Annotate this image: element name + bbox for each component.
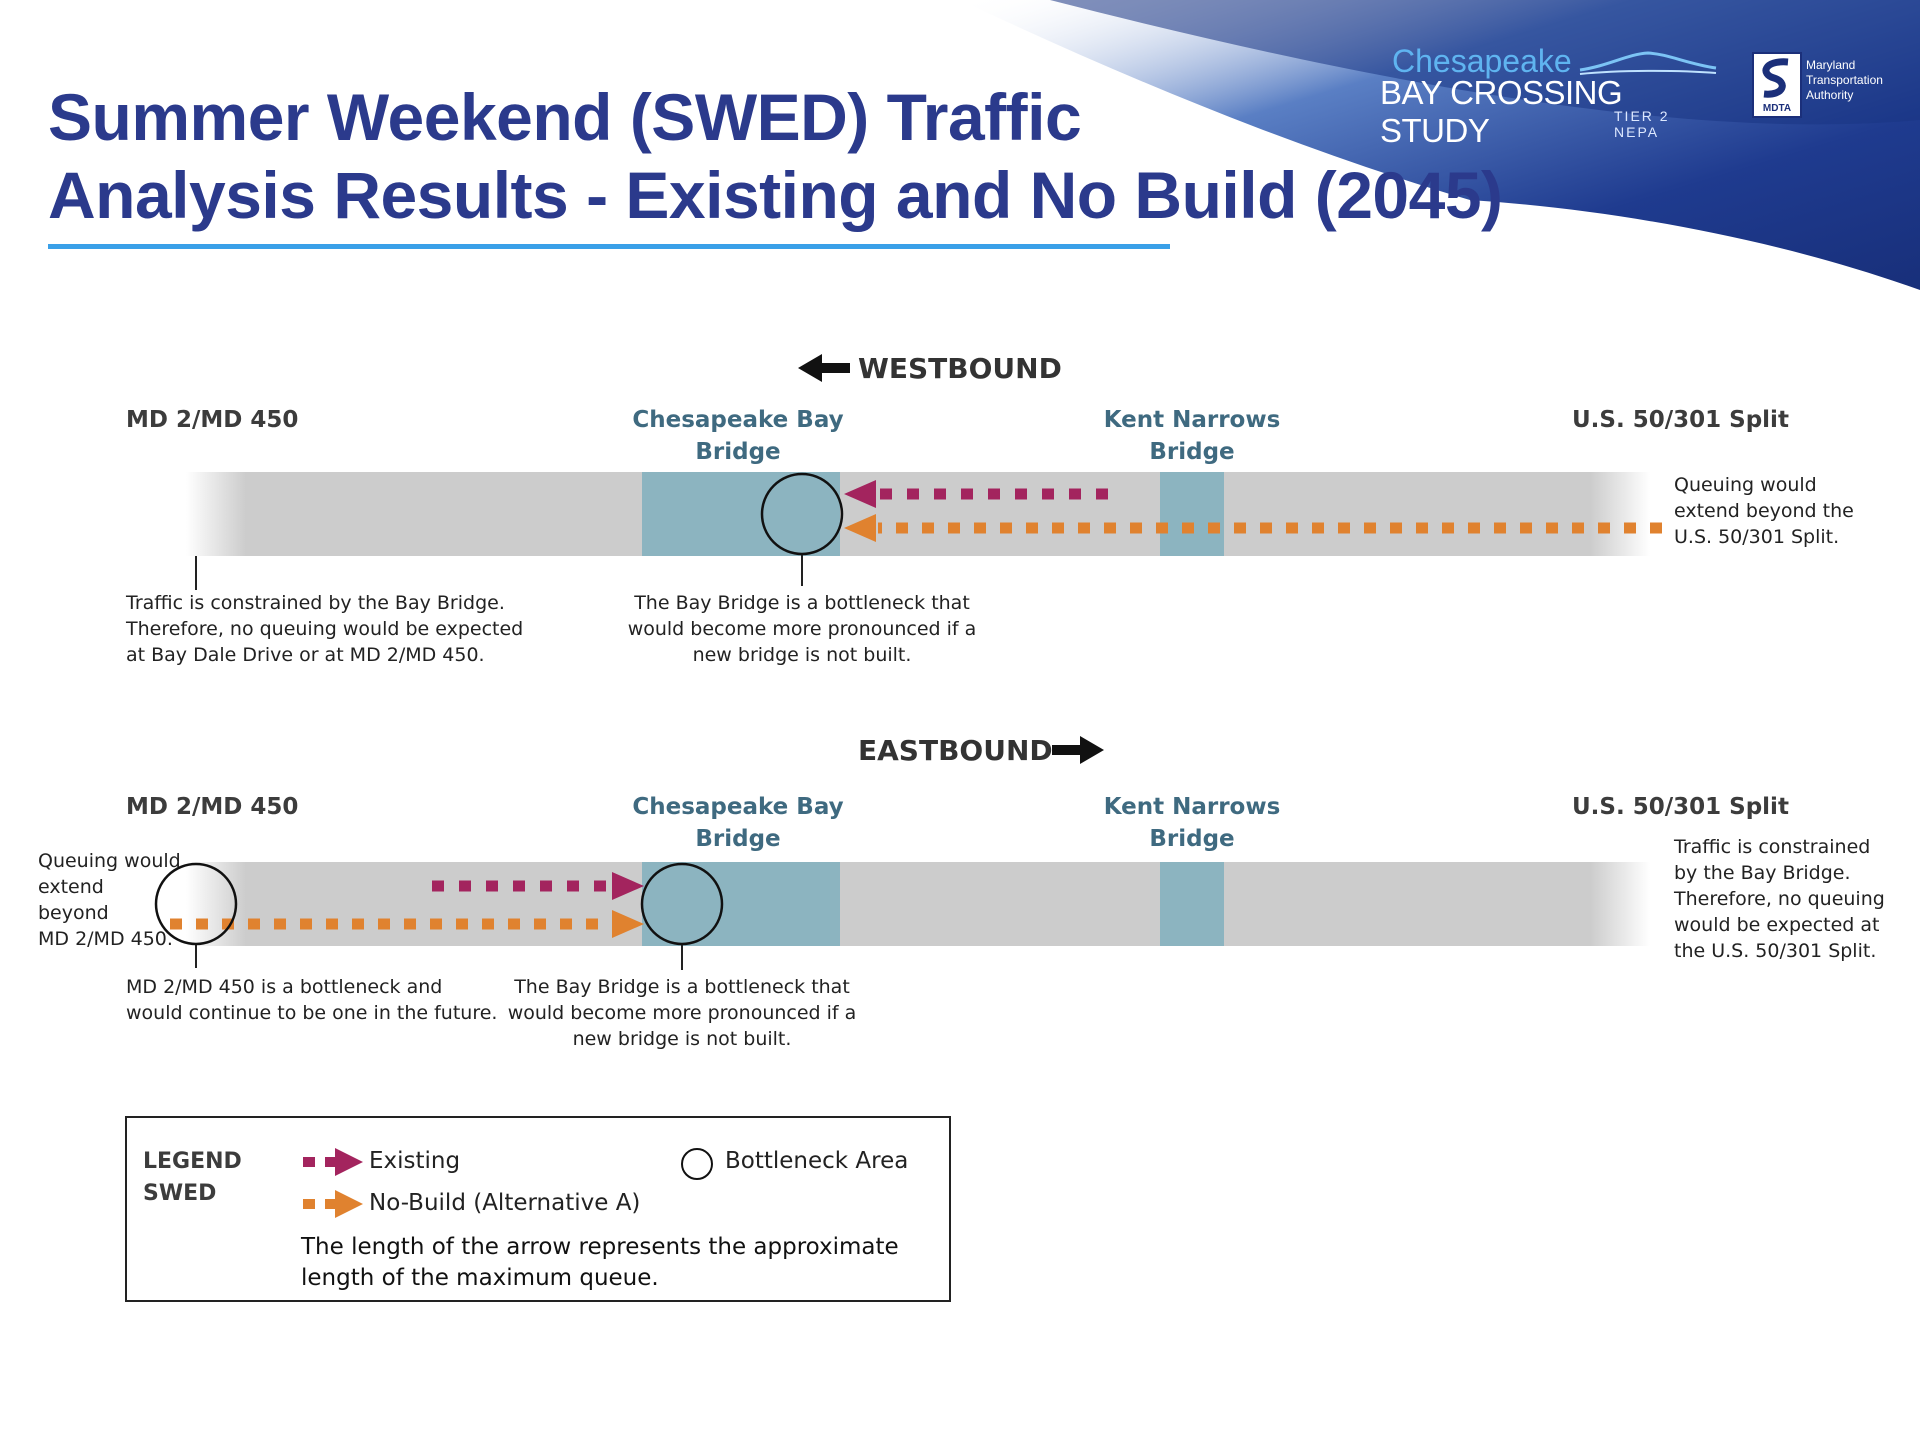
- label-line: Bridge: [1149, 826, 1235, 852]
- label-line: Chesapeake Bay: [632, 794, 844, 820]
- eastbound-heading: EASTBOUND: [858, 734, 1053, 767]
- eastbound-note-center: [482, 974, 882, 1052]
- westbound-lane: [186, 472, 1662, 590]
- legend-title: [143, 1146, 242, 1210]
- kent-narrows-span: [1160, 472, 1224, 556]
- road-fade-right: [1590, 862, 1650, 946]
- eastbound-label-md2: MD 2/MD 450: [126, 794, 299, 820]
- westbound-note-right: [1674, 472, 1904, 550]
- legend-title-line: SWED: [143, 1181, 217, 1206]
- road-fade-right: [1590, 472, 1650, 556]
- note-line: The Bay Bridge is a bottleneck that: [514, 976, 850, 998]
- note-line: extend: [38, 876, 104, 898]
- existing-swatch-icon: [301, 1146, 365, 1178]
- label-line: Chesapeake Bay: [632, 407, 844, 433]
- mdta-name-line: Authority: [1806, 88, 1854, 102]
- note-line: the U.S. 50/301 Split.: [1674, 940, 1877, 962]
- road-segment: [246, 472, 1590, 556]
- note-line: would be expected at: [1674, 914, 1880, 936]
- label-line: Kent Narrows: [1103, 407, 1281, 433]
- note-line: MD 2/MD 450 is a bottleneck and: [126, 976, 443, 998]
- legend-existing-label: Existing: [369, 1148, 461, 1174]
- note-line: at Bay Dale Drive or at MD 2/MD 450.: [126, 644, 485, 666]
- westbound-label-kent-narrows: [1062, 404, 1322, 468]
- mdta-name-line: Transportation: [1806, 73, 1883, 87]
- legend-nobuild-label: No-Build (Alternative A): [369, 1190, 641, 1216]
- label-line: Kent Narrows: [1103, 794, 1281, 820]
- note-line: The Bay Bridge is a bottleneck that: [634, 592, 970, 614]
- eastbound-lane: [156, 862, 1650, 970]
- logo-tier: TIER 2 NEPA: [1614, 108, 1670, 140]
- note-line: by the Bay Bridge.: [1674, 862, 1851, 884]
- bottleneck-circle-icon: [679, 1146, 715, 1182]
- note-line: would continue to be one in the future.: [126, 1002, 498, 1024]
- note-line: Therefore, no queuing: [1674, 888, 1885, 910]
- eastbound-label-us50: U.S. 50/301 Split: [1572, 794, 1789, 820]
- label-line: Bridge: [1149, 439, 1235, 465]
- legend-bottleneck-label: Bottleneck Area: [725, 1148, 909, 1174]
- note-line: beyond: [38, 902, 109, 924]
- legend-box: [125, 1116, 951, 1302]
- westbound-label-us50: U.S. 50/301 Split: [1572, 407, 1789, 433]
- note-line: Queuing would: [1674, 474, 1817, 496]
- eastbound-note-right: [1674, 834, 1904, 964]
- mdta-name-line: Maryland: [1806, 58, 1856, 72]
- legend-note: [301, 1232, 921, 1294]
- legend-note-line: length of the maximum queue.: [301, 1265, 659, 1291]
- eastbound-note-left-edge: [38, 848, 188, 952]
- arrow-right-icon: [1052, 736, 1104, 764]
- westbound-note-center: [602, 590, 1002, 668]
- westbound-note-left: [126, 590, 566, 668]
- note-line: Traffic is constrained by the Bay Bridge.: [126, 592, 505, 614]
- note-line: Therefore, no queuing would be expected: [126, 618, 524, 640]
- note-line: U.S. 50/301 Split.: [1674, 526, 1840, 548]
- label-line: Bridge: [695, 826, 781, 852]
- note-line: extend beyond the: [1674, 500, 1854, 522]
- kent-narrows-span: [1160, 862, 1224, 946]
- note-line: Traffic is constrained: [1674, 836, 1871, 858]
- mdta-badge-label: MDTA: [1762, 103, 1792, 114]
- westbound-heading: WESTBOUND: [858, 352, 1062, 385]
- westbound-label-bay-bridge: [608, 404, 868, 468]
- title-line-1: Summer Weekend (SWED) Traffic: [48, 80, 1082, 154]
- label-line: Bridge: [695, 439, 781, 465]
- eastbound-label-bay-bridge: [608, 791, 868, 855]
- road-segment: [246, 862, 1590, 946]
- arrow-left-icon: [798, 354, 850, 382]
- note-line: new bridge is not built.: [692, 644, 912, 666]
- bay-bridge-span: [642, 472, 840, 556]
- road-fade-left: [186, 472, 246, 556]
- westbound-label-md2: MD 2/MD 450: [126, 407, 299, 433]
- note-line: would become more pronounced if a: [507, 1002, 857, 1024]
- bay-bridge-span: [642, 862, 840, 946]
- logo-chesapeake: Chesapeake: [1392, 43, 1572, 79]
- note-line: new bridge is not built.: [572, 1028, 792, 1050]
- logo-bay-crossing-study: BAY CROSSING STUDY: [1380, 74, 1623, 149]
- note-line: MD 2/MD 450.: [38, 928, 173, 950]
- title-line-2: Analysis Results - Existing and No Build (2045): [48, 158, 1503, 232]
- nobuild-swatch-icon: [301, 1188, 365, 1220]
- legend-note-line: The length of the arrow represents the approximate: [301, 1234, 899, 1260]
- note-line: Queuing would: [38, 850, 181, 872]
- legend-title-line: LEGEND: [143, 1149, 242, 1174]
- note-line: would become more pronounced if a: [627, 618, 977, 640]
- eastbound-label-kent-narrows: [1062, 791, 1322, 855]
